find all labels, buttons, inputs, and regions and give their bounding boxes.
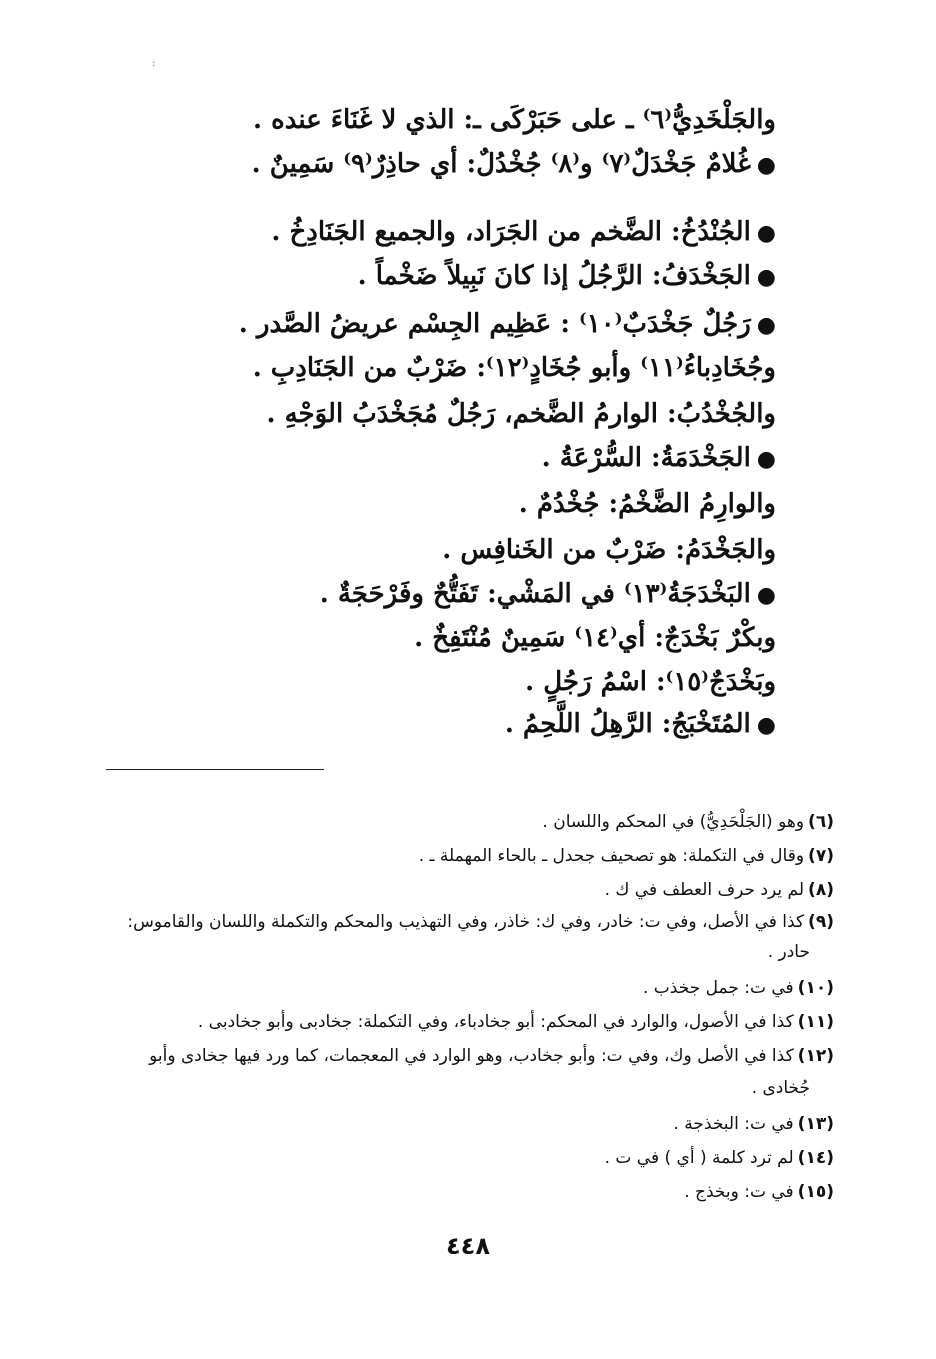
entry-line xyxy=(442,530,776,570)
entry-text: غُلامٌ جَخْدَلٌ⁽٧⁾ و⁽٨⁾ جُخْدُلٌ: أي حاذِرٌ⁽٩⁾ سَمِينٌ . xyxy=(251,149,751,179)
footnote-text: كذا في الأصول، والوارد في المحكم: أبو جخادباء، وفي التكملة: جخادبى وأبو جخادبى . xyxy=(197,1012,794,1032)
entry-line xyxy=(525,662,776,702)
entry-text: والجَخْدَمُ: ضَرْبٌ من الخَنافِس . xyxy=(442,535,776,565)
footnote xyxy=(643,974,834,1002)
footnote-number: (٦) xyxy=(808,812,834,832)
entry-text: والجَلْخَدِيُّ⁽٦⁾ ـ على حَبَرْكَى ـ: الذي لا غَنَاءَ عنده . xyxy=(253,105,776,135)
footnote xyxy=(149,1042,834,1070)
entry-text: والوارِمُ الضَّخْمُ: جُخْدُمٌ . xyxy=(518,489,776,519)
entry-text: الجَخْدَمَةُ: السُّرْعَةُ . xyxy=(541,443,751,473)
entry-line xyxy=(542,438,776,479)
entry-text: المُتَخْبَجُ: الرَّهِلُ اللَّحِمُ . xyxy=(504,709,751,739)
entry-line xyxy=(358,256,776,297)
footnote xyxy=(605,1144,834,1172)
page-number: ٤٤٨ xyxy=(446,1232,490,1260)
entry-text: الجَخْدَفُ: الرَّجُلُ إذا كانَ نَبِيلاً ضَخْماً . xyxy=(357,261,751,291)
entry-text: وبكْرٌ بَخْدَجٌ: أي⁽١٤⁾ سَمِينٌ مُنْتَفِخٌ . xyxy=(414,623,776,653)
bullet-icon: ● xyxy=(756,582,776,608)
entry-line xyxy=(266,394,776,434)
footnote-continuation xyxy=(752,1074,810,1102)
footnote-text: جُخادى . xyxy=(751,1078,810,1098)
bullet-icon: ● xyxy=(756,220,776,246)
entry-line xyxy=(252,144,776,185)
entry-text: البَخْدَجَةُ⁽١٣⁾ في المَشْي: تَفَتُّحٌ وفَرْحَجَةٌ . xyxy=(319,579,751,609)
entry-line xyxy=(519,484,776,524)
entry-line xyxy=(239,304,776,345)
footnote-number: (١٢) xyxy=(797,1046,834,1066)
entry-line xyxy=(320,574,776,615)
footnote-number: (١٠) xyxy=(797,978,834,998)
footnote-text: في ت: جمل جخذب . xyxy=(643,978,794,998)
footnote xyxy=(198,1008,834,1036)
entry-line xyxy=(271,212,776,253)
bullet-icon: ● xyxy=(756,152,776,178)
footnote-text: وقال في التكملة: هو تصحيف جحدل ـ بالحاء المهملة ـ . xyxy=(418,846,805,866)
entry-line xyxy=(253,348,776,388)
footnote-number: (٩) xyxy=(808,912,834,932)
footnote-separator xyxy=(106,769,324,770)
footnote xyxy=(673,1110,834,1138)
footnote-number: (١٤) xyxy=(797,1148,834,1168)
entry-line xyxy=(505,704,776,745)
footnote-text: وهو (الجَلْحَدِيُّ) في المحكم واللسان . xyxy=(542,812,805,832)
bullet-icon: ● xyxy=(756,446,776,472)
footnote-continuation xyxy=(768,938,810,966)
footnote-number: (١١) xyxy=(797,1012,834,1032)
bullet-icon: ● xyxy=(756,712,776,738)
footnote-text: في ت: وبخذج . xyxy=(684,1182,794,1202)
scan-artifact: : xyxy=(152,58,156,69)
footnote-text: لم يرد حرف العطف في ك . xyxy=(604,880,805,900)
entry-text: رَجُلٌ جَخْدَبٌ⁽١٠⁾ : عَظِيم الجِسْم عريضُ الصَّدر . xyxy=(238,309,751,339)
footnote-text: كذا في الأصل وك، وفي ت: وأبو جخادب، وهو الوارد في المعجمات، كما ورد فيها جخادى وأبو xyxy=(149,1046,794,1066)
footnote-number: (١٣) xyxy=(797,1114,834,1134)
footnote xyxy=(127,908,834,936)
footnote-number: (٧) xyxy=(808,846,834,866)
entry-line xyxy=(253,100,776,140)
entry-text: والجُخْدُبُ: الوارمُ الضَّخم، رَجُلٌ مُجَخْدَبُ الوَجْهِ . xyxy=(266,399,776,429)
entry-text: الجُنْدُخُ: الضَّخم من الجَرَاد، والجميع الجَنَادِخُ . xyxy=(271,217,751,247)
footnote-number: (٨) xyxy=(808,880,834,900)
entry-text: وجُخَادِباءُ⁽١١⁾ وأبو جُخَادٍ⁽١٢⁾: ضَرْبٌ من الجَنَادِبِ . xyxy=(252,353,776,383)
footnote xyxy=(542,808,834,836)
footnote-text: لم ترد كلمة ( أي ) في ت . xyxy=(604,1148,794,1168)
footnote xyxy=(684,1178,834,1206)
bullet-icon: ● xyxy=(756,312,776,338)
footnote-text: كذا في الأصل، وفي ت: خادر، وفي ك: خاذر، وفي التهذيب والمحكم والتكملة واللسان والقاموس: xyxy=(127,912,805,932)
footnote-number: (١٥) xyxy=(797,1182,834,1202)
footnote xyxy=(419,842,834,870)
bullet-icon: ● xyxy=(756,264,776,290)
footnote-text: في ت: البخذجة . xyxy=(673,1114,794,1134)
footnote xyxy=(605,876,834,904)
entry-text: وبَخْدَجٌ⁽١٥⁾: اسْمُ رَجُلٍ . xyxy=(525,667,776,697)
entry-line xyxy=(414,618,776,658)
footnote-text: حادر . xyxy=(767,942,810,962)
